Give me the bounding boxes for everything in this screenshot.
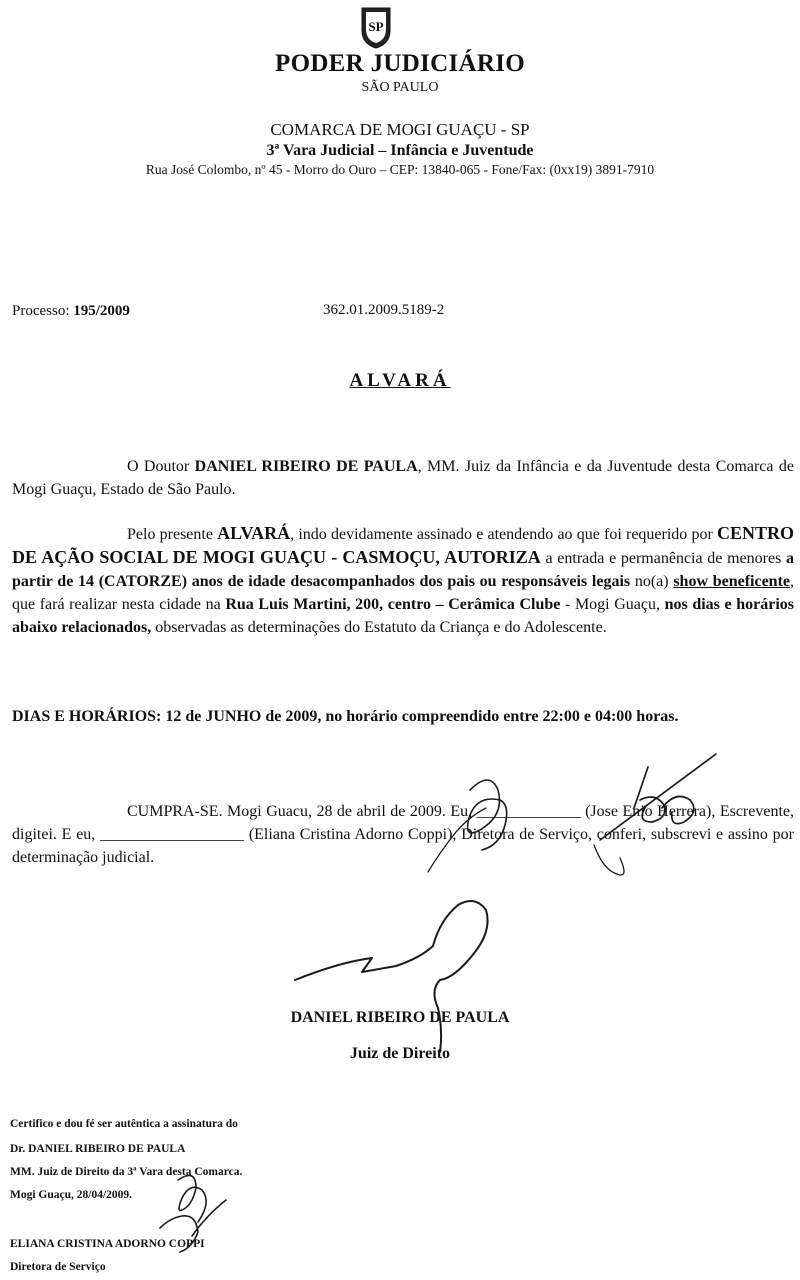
p2-text-a: Pelo presente [127, 526, 218, 543]
processo-code: 362.01.2009.5189-2 [323, 302, 445, 318]
p2-event: show beneficente [673, 573, 791, 590]
processo-line [12, 303, 130, 320]
cert-line-2: Dr. DANIEL RIBEIRO DE PAULA [10, 1143, 186, 1155]
p1-text-a: O Doutor [127, 458, 195, 475]
state-seal-icon [358, 4, 394, 50]
cert-line-6: Diretora de Serviço [10, 1261, 106, 1273]
state-name: SÃO PAULO [361, 80, 439, 95]
comarca-heading: COMARCA DE MOGI GUAÇU - SP [270, 120, 530, 139]
judge-signature [295, 901, 488, 1052]
cert-line-5: ELIANA CRISTINA ADORNO COPPI [10, 1238, 205, 1250]
vara-heading: 3ª Vara Judicial – Infância e Juventude [266, 142, 534, 159]
paragraph-cumpra-se [12, 800, 794, 869]
court-address: Rua José Colombo, nº 45 - Morro do Ouro – CEP: 13840-065 - Fone/Fax: (0xx19) 3891-7910 [145, 162, 655, 177]
paragraph-authorization [12, 522, 794, 639]
judge-signature-name: DANIEL RIBEIRO DE PAULA [290, 1009, 510, 1026]
cert-line-1: Certifico e dou fé ser autêntica a assinatura do [10, 1118, 238, 1130]
p2-alvara: ALVARÁ [217, 523, 291, 543]
p2-text-g: observadas as determinações do Estatuto da Criança e do Adolescente. [151, 619, 607, 636]
cert-line-3: MM. Juiz de Direito da 3ª Vara desta Comarca. [10, 1166, 243, 1178]
judge-signature-role: Juiz de Direito [349, 1045, 451, 1062]
p2-place: Rua Luis Martini, 200, centro – Cerâmica Clube [225, 596, 561, 613]
p2-text-e: , que fará realizar nesta cidade na [12, 573, 795, 613]
page-title: PODER JUDICIÁRIO [275, 50, 525, 77]
processo-number: 195/2009 [73, 303, 130, 319]
p1-text-b: , MM. Juiz da Infância e da Juventude desta Comarca de Mogi Guaçu, Estado de São Paulo. [12, 458, 794, 498]
seal-text: SP [368, 19, 384, 34]
p1-judge-name: DANIEL RIBEIRO DE PAULA [194, 458, 418, 475]
p2-text-b: , indo devidamente assinado e atendendo ao que foi requerido por [290, 526, 717, 543]
p2-text-c: a entrada e permanência de menores [540, 550, 786, 567]
document-title: ALVARÁ [349, 370, 451, 391]
p2-text-d: no(a) [630, 573, 674, 590]
p2-entity: CENTRO DE AÇÃO SOCIAL DE MOGI GUAÇU - CASMOÇU, AUTORIZA [12, 523, 795, 567]
paragraph-judge [12, 455, 794, 501]
p4-text: CUMPRA-SE. Mogi Guacu, 28 de abril de 2009. Eu, _____________ (Jose Enio Herrera), Escrevente, digitei. E eu, __________________ (Eliana Cristina Adorno Coppi), Diretora de Serviço, conferi, subscrevi e assino por determinação judicial. [12, 803, 794, 866]
p2-when: nos dias e horários abaixo relacionados, [12, 596, 794, 636]
p2-age: a partir de 14 (CATORZE) anos de idade desacompanhados dos pais ou responsáveis legais [12, 550, 794, 590]
paragraph-schedule: DIAS E HORÁRIOS: 12 de JUNHO de 2009, no horário compreendido entre 22:00 e 04:00 horas. [12, 708, 679, 725]
p2-text-f: - Mogi Guaçu, [560, 596, 665, 613]
cert-line-4: Mogi Guaçu, 28/04/2009. [10, 1189, 133, 1201]
processo-label: Processo: [12, 303, 74, 319]
